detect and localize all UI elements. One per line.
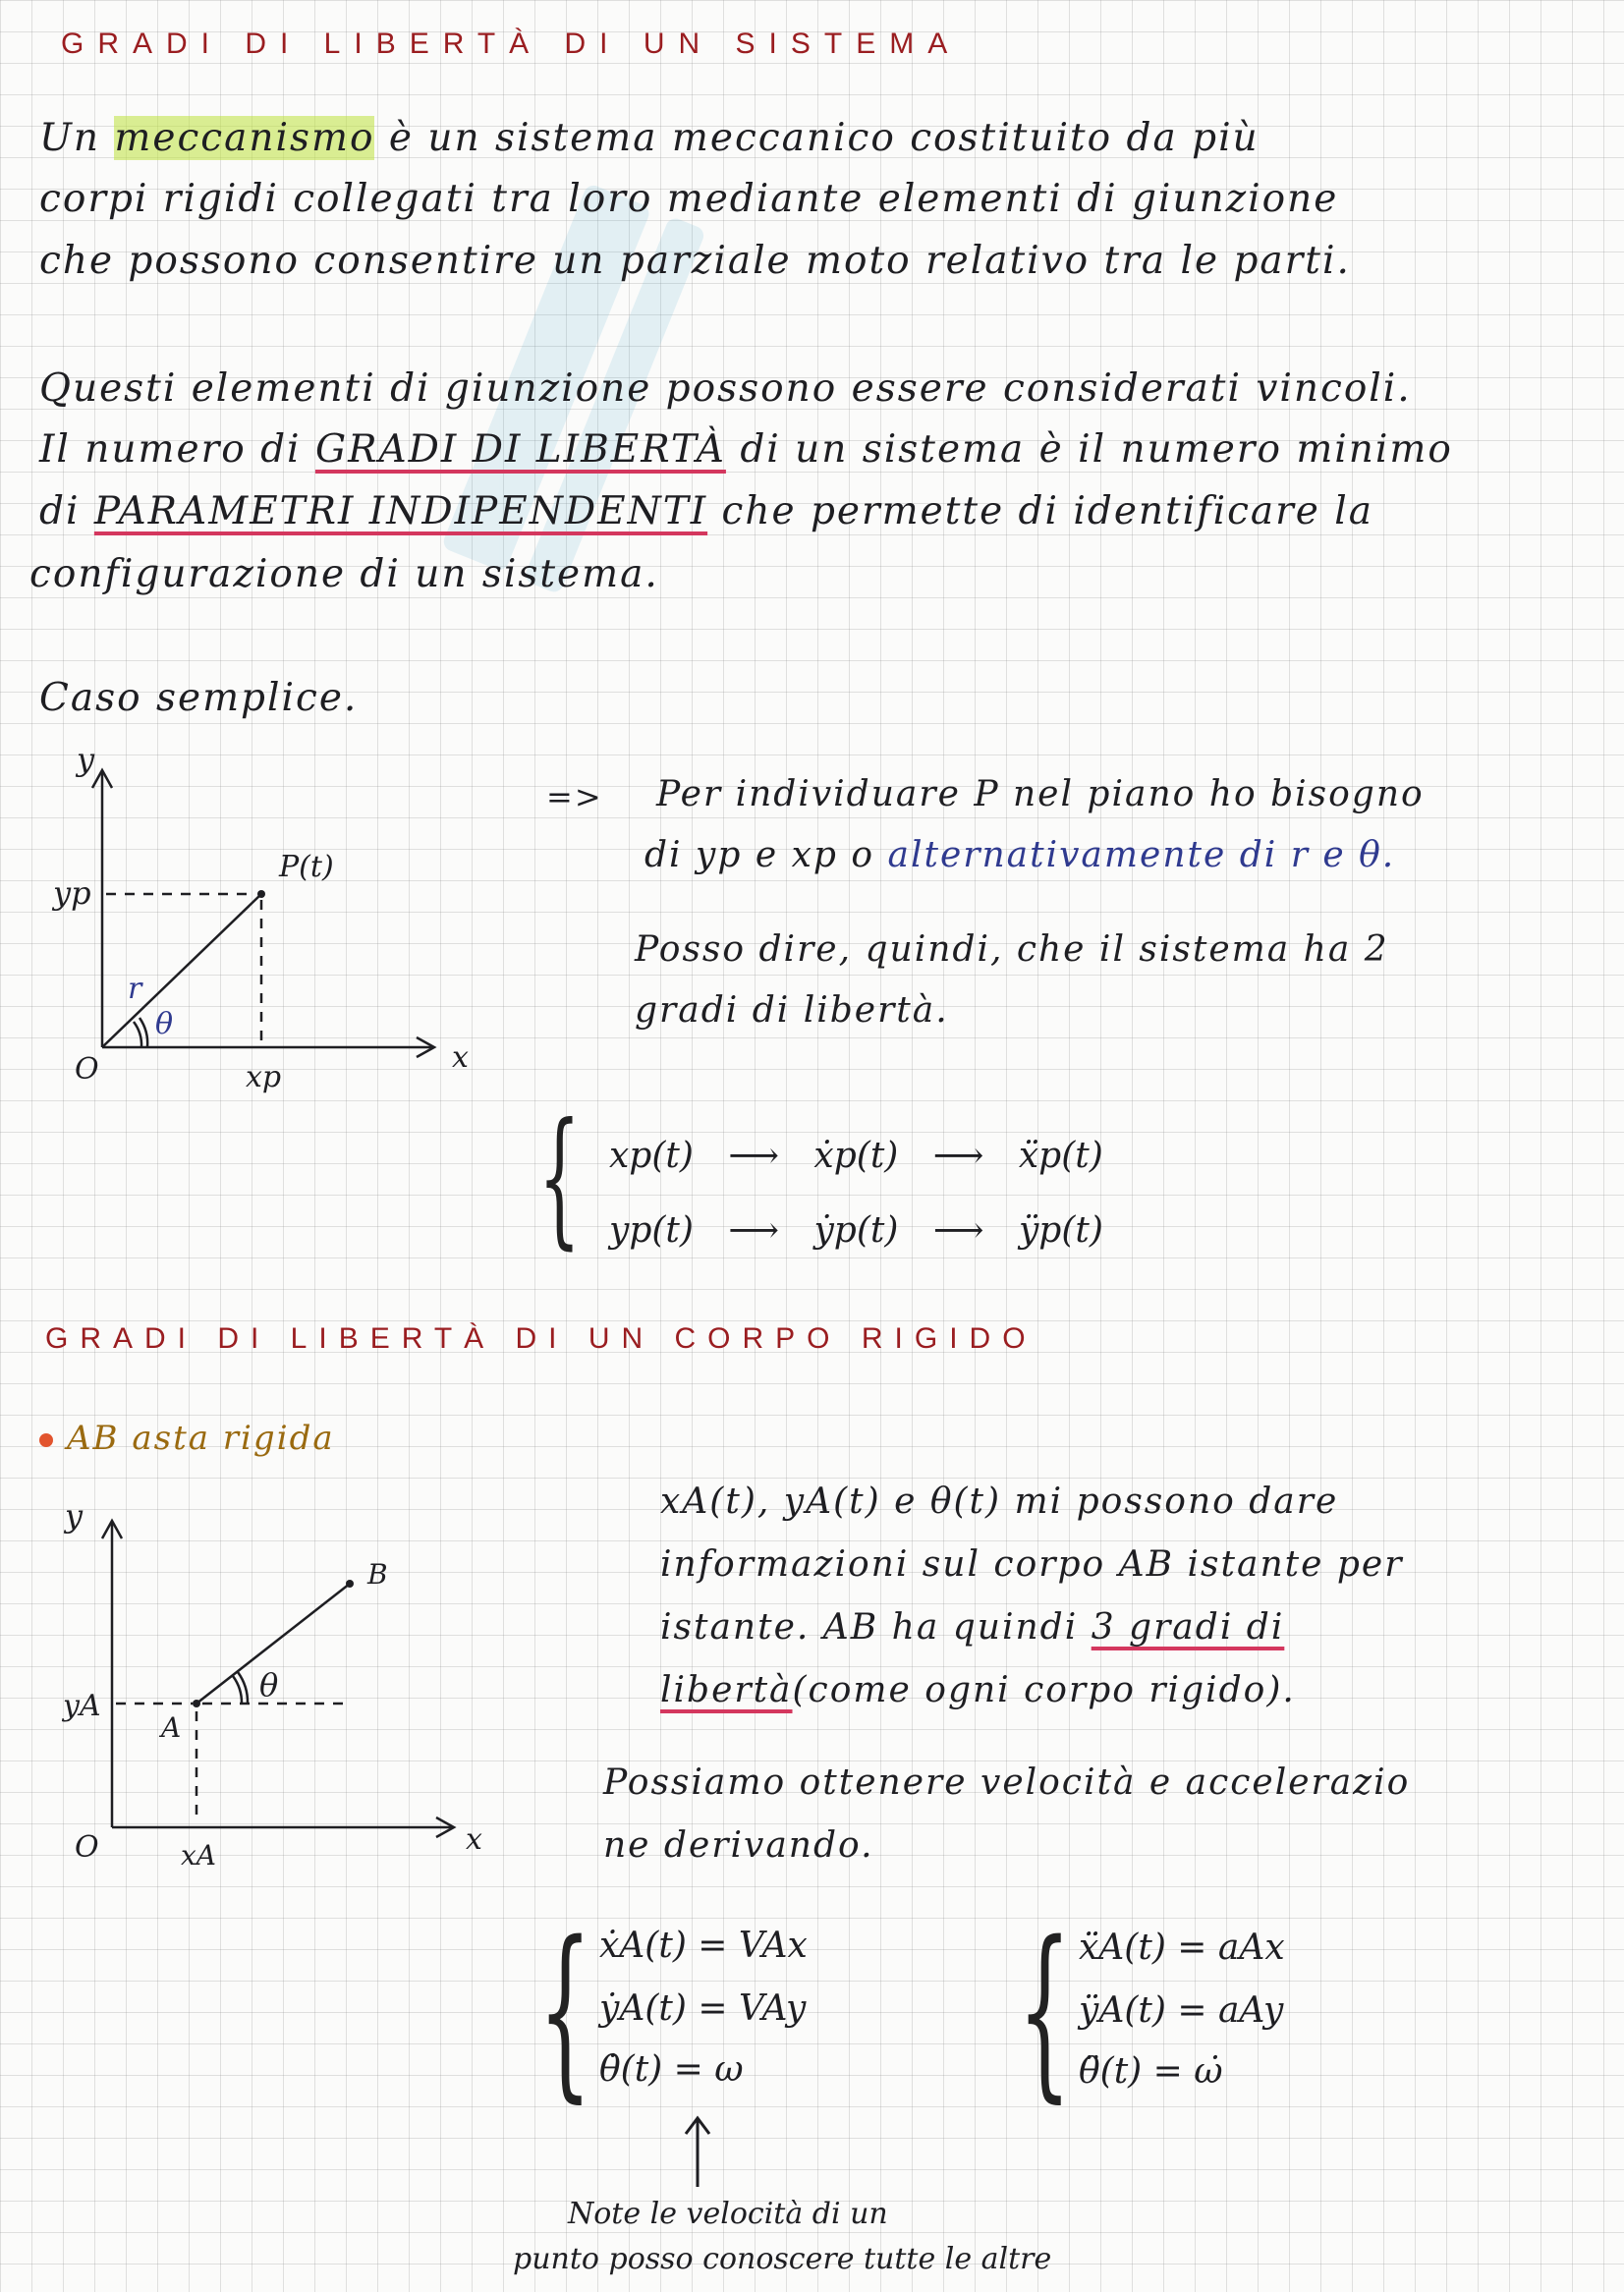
dof-line-3-end: che permette di identificare la bbox=[721, 489, 1374, 533]
term-parametri-indipendenti: PARAMETRI INDIPENDENTI bbox=[93, 489, 708, 533]
simple-text-3: Posso dire, quindi, che il sistema ha 2 bbox=[635, 929, 1389, 970]
eq-arrow: ⟶ bbox=[932, 1210, 984, 1251]
intro-line-3: che possono consentire un parziale moto relativo tra le parti. bbox=[39, 239, 1351, 283]
intro-line-1 bbox=[39, 116, 1260, 160]
y-axis-label: y bbox=[65, 1497, 84, 1535]
simple-eq-row-2 bbox=[609, 1210, 1103, 1251]
theta-arc-inner bbox=[134, 1022, 141, 1047]
eq-arrow: ⟶ bbox=[932, 1136, 984, 1176]
velocity-eq-3: θ̇(t) = ω bbox=[599, 2049, 744, 2090]
origin-label: O bbox=[75, 1052, 99, 1087]
dof-line-3 bbox=[39, 489, 1373, 533]
b-label: B bbox=[367, 1558, 388, 1591]
dof-line-3-start: di bbox=[39, 489, 81, 533]
bullet-ab-rod bbox=[39, 1419, 335, 1458]
point-p bbox=[257, 890, 265, 898]
point-a bbox=[193, 1700, 200, 1707]
bullet-dot-icon bbox=[39, 1433, 53, 1447]
rigid-text-1: xA(t), yA(t) e θ(t) mi possono dare bbox=[660, 1481, 1339, 1522]
x-axis-label: x bbox=[452, 1040, 469, 1075]
simple-text-2 bbox=[644, 835, 1395, 875]
yp-label: yp bbox=[53, 874, 91, 912]
rigid-text-4-end: (come ogni corpo rigido). bbox=[792, 1670, 1296, 1710]
x-axis-label: x bbox=[466, 1822, 482, 1857]
acceleration-eqs-brace: { bbox=[1018, 1902, 1072, 2119]
yp-ddot-term: ÿp(t) bbox=[1018, 1210, 1103, 1251]
xp-term: xp(t) bbox=[609, 1136, 694, 1176]
simple-eqs-brace: { bbox=[538, 1092, 581, 1263]
dof-line-2-start: Il numero di bbox=[39, 427, 302, 472]
term-3-gradi-di: 3 gradi di bbox=[1091, 1607, 1285, 1648]
y-axis-label: y bbox=[77, 741, 95, 778]
rigid-text-2: informazioni sul corpo AB istante per bbox=[660, 1544, 1404, 1585]
rigid-text-6: ne derivando. bbox=[603, 1825, 874, 1866]
note-line-1: Note le velocità di un bbox=[568, 2197, 888, 2231]
rod-diagram bbox=[59, 1493, 511, 1872]
p-label: P(t) bbox=[279, 850, 334, 884]
dof-line-1: Questi elementi di giunzione possono essere considerati vincoli. bbox=[39, 366, 1412, 411]
bullet-ab-label: AB asta rigida bbox=[67, 1419, 335, 1458]
intro-line-1-start: Un bbox=[39, 116, 100, 160]
note-arrow-icon bbox=[678, 2112, 717, 2191]
a-label: A bbox=[161, 1711, 182, 1744]
simple-text-1: Per individuare P nel piano ho bisogno bbox=[656, 774, 1425, 814]
xp-label: xp bbox=[246, 1060, 282, 1094]
yp-term: yp(t) bbox=[609, 1210, 694, 1251]
acceleration-eq-3: θ̈(t) = ω̇ bbox=[1079, 2051, 1223, 2092]
simple-case-heading: Caso semplice. bbox=[39, 676, 359, 720]
simple-eq-row-1 bbox=[609, 1136, 1103, 1176]
velocity-eqs-brace: { bbox=[538, 1902, 592, 2119]
r-label: r bbox=[128, 972, 142, 1006]
intro-line-2: corpi rigidi collegati tra loro mediante elementi di giunzione bbox=[39, 177, 1339, 221]
dof-line-2 bbox=[39, 427, 1453, 472]
xp-dot-term: ẋp(t) bbox=[813, 1136, 899, 1176]
note-line-2: punto posso conoscere tutte le altre bbox=[513, 2242, 1052, 2276]
eq-arrow: ⟶ bbox=[728, 1136, 779, 1176]
rigid-text-3-start: istante. AB ha quindi bbox=[660, 1607, 1079, 1648]
implies-arrow: => bbox=[546, 778, 603, 815]
xp-ddot-term: ẍp(t) bbox=[1018, 1136, 1103, 1176]
dof-line-2-end: di un sistema è il numero minimo bbox=[740, 427, 1453, 472]
rigid-text-3 bbox=[660, 1607, 1284, 1648]
acceleration-eq-1: ẍA(t) = aAx bbox=[1079, 1928, 1285, 1968]
simple-text-2-blue: alternativamente di r e θ. bbox=[887, 835, 1396, 875]
dof-line-4: configurazione di un sistema. bbox=[29, 552, 659, 596]
theta-label: θ bbox=[259, 1666, 279, 1704]
simple-text-2-start: di yp e xp o bbox=[644, 835, 875, 875]
xa-label: xA bbox=[181, 1839, 217, 1872]
intro-line-1-end: è un sistema meccanico costituito da più bbox=[388, 116, 1260, 160]
point-b bbox=[346, 1580, 354, 1588]
page-title: GRADI DI LIBERTÀ DI UN SISTEMA bbox=[61, 28, 962, 60]
term-gradi-di-liberta: GRADI DI LIBERTÀ bbox=[314, 427, 726, 472]
acceleration-eq-2: ÿA(t) = aAy bbox=[1079, 1990, 1284, 2031]
highlight-meccanismo: meccanismo bbox=[114, 116, 375, 160]
origin-label: O bbox=[75, 1830, 99, 1865]
eq-arrow: ⟶ bbox=[728, 1210, 780, 1251]
yp-dot-term: ẏp(t) bbox=[813, 1210, 899, 1251]
position-vector-r bbox=[102, 894, 261, 1047]
ya-label: yA bbox=[63, 1689, 101, 1723]
rigid-text-4 bbox=[660, 1670, 1296, 1710]
term-liberta: libertà bbox=[660, 1670, 793, 1710]
simple-text-4: gradi di libertà. bbox=[635, 990, 949, 1031]
theta-arc-inner bbox=[233, 1676, 242, 1704]
theta-label: θ bbox=[155, 1007, 174, 1041]
velocity-eq-2: ẏA(t) = VAy bbox=[599, 1988, 807, 2029]
point-diagram bbox=[53, 741, 491, 1094]
rigid-text-5: Possiamo ottenere velocità e accelerazio bbox=[603, 1762, 1411, 1803]
velocity-eq-1: ẋA(t) = VAx bbox=[599, 1926, 808, 1966]
rigid-body-heading: GRADI DI LIBERTÀ DI UN CORPO RIGIDO bbox=[45, 1322, 1037, 1355]
